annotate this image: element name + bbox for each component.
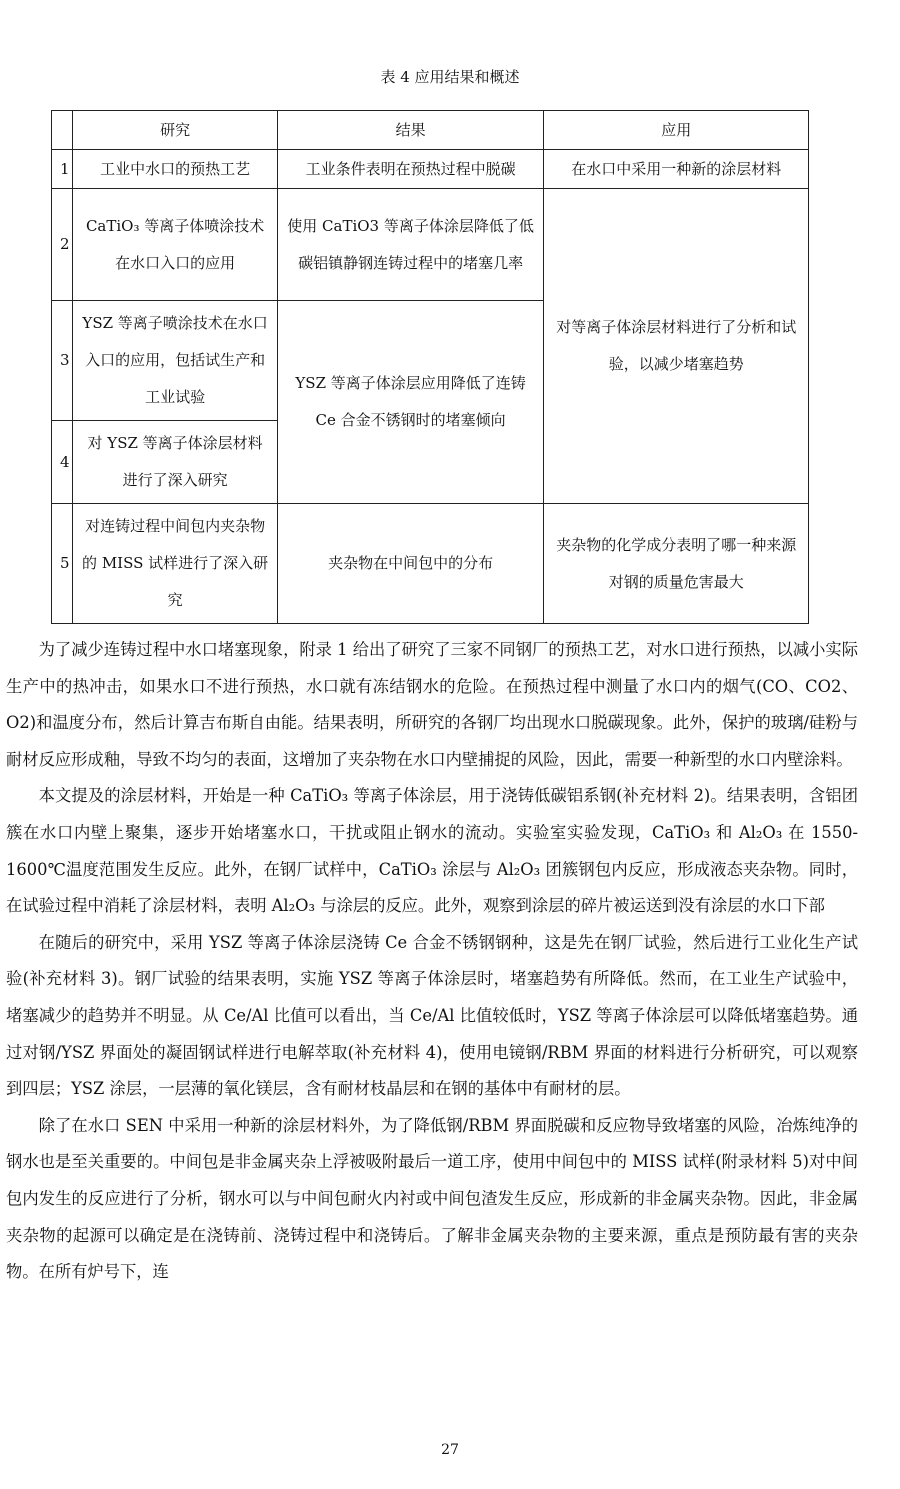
paragraph: 本文提及的涂层材料，开始是一种 CaTiO₃ 等离子体涂层，用于浇铸低碳铝系钢(补充材料 2)。结果表明，含铝团簇在水口内壁上聚集，逐步开始堵塞水口，干扰或阻止钢水的流动。实验室实验发现，CaTiO₃ 和 Al₂O₃ 在 1550-1600℃温度范围发生反应。此外，在钢厂试样中，CaTiO₃ 涂层与 Al₂O₃ 团簇钢包内反应，形成液态夹杂物。同时，在试验过程中消耗了涂层材料，表明 Al₂O₃ 与涂层的反应。此外，观察到涂层的碎片被运送到没有涂层的水口下部 [6,786,858,916]
row-result: 使用 CaTiO3 等离子体涂层降低了低碳铝镇静钢连铸过程中的堵塞几率 [277,189,544,301]
row-study: 对 YSZ 等离子体涂层材料进行了深入研究 [73,421,277,504]
table-header-row [52,111,809,150]
row-num: 2 [52,189,73,301]
header-num [52,111,73,150]
header-result: 结果 [277,111,544,150]
paragraph: 在随后的研究中，采用 YSZ 等离子体涂层浇铸 Ce 合金不锈钢钢种，这是先在钢厂试验，然后进行工业化生产试验(补充材料 3)。钢厂试验的结果表明，实施 YSZ 等离子体涂层时，堵塞趋势有所降低。然而，在工业生产试验中，堵塞减少的趋势并不明显。从 Ce/Al 比值可以看出，当 Ce/Al 比值较低时，YSZ 等离子体涂层可以降低堵塞趋势。通过对钢/YSZ 界面处的凝固钢试样进行电解萃取(补充材料 4)，使用电镜钢/RBM 界面的材料进行分析研究，可以观察到四层；YSZ 涂层，一层薄的氧化镁层，含有耐材枝晶层和在钢的基体中有耐材的层。 [6,932,858,1099]
merged-application-cell: 对等离子体涂层材料进行了分析和试验，以减少堵塞趋势 [544,189,809,504]
row-study: 对连铸过程中间包内夹杂物的 MISS 试样进行了深入研究 [73,504,277,624]
header-application: 应用 [544,111,809,150]
row-num: 5 [52,504,73,624]
results-table [51,110,809,624]
row-num: 3 [52,301,73,421]
row-application: 夹杂物的化学成分表明了哪一种来源对钢的质量危害最大 [544,504,809,624]
paragraph: 为了减少连铸过程中水口堵塞现象，附录 1 给出了研究了三家不同钢厂的预热工艺，对水口进行预热，以减小实际生产中的热冲击，如果水口不进行预热，水口就有冻结钢水的危险。在预热过程中测量了水口内的烟气(CO、CO2、O2)和温度分布，然后计算吉布斯自由能。结果表明，所研究的各钢厂均出现水口脱碳现象。此外，保护的玻璃/硅粉与耐材反应形成釉，导致不均匀的表面，这增加了夹杂物在水口内壁捕捉的风险，因此，需要一种新型的水口内壁涂料。 [6,640,858,769]
table-row [52,189,809,301]
paragraph: 除了在水口 SEN 中采用一种新的涂层材料外，为了降低钢/RBM 界面脱碳和反应物导致堵塞的风险，冶炼纯净的钢水也是至关重要的。中间包是非金属夹杂上浮被吸附最后一道工序，使用中间包中的 MISS 试样(附录材料 5)对中间包内发生的反应进行了分析，钢水可以与中间包耐火内衬或中间包渣发生反应，形成新的非金属夹杂物。因此，非金属夹杂物的起源可以确定是在浇铸前、浇铸过程中和浇铸后。了解非金属夹杂物的主要来源，重点是预防最有害的夹杂物。在所有炉号下，连 [6,1115,858,1282]
table-row [52,150,809,189]
row-study: 工业中水口的预热工艺 [73,150,277,189]
table-row [52,504,809,624]
page-number: 27 [441,1442,459,1458]
row-result: 工业条件表明在预热过程中脱碳 [277,150,544,189]
body-text [6,632,858,1291]
merged-result-cell: YSZ 等离子体涂层应用降低了连铸 Ce 合金不锈钢时的堵塞倾向 [277,301,544,504]
row-study: YSZ 等离子喷涂技术在水口入口的应用，包括试生产和工业试验 [73,301,277,421]
row-study: CaTiO₃ 等离子体喷涂技术在水口入口的应用 [73,189,277,301]
header-study: 研究 [73,111,277,150]
row-num: 4 [52,421,73,504]
row-application: 在水口中采用一种新的涂层材料 [544,150,809,189]
row-num: 1 [52,150,73,189]
row-result: 夹杂物在中间包中的分布 [277,504,544,624]
table-caption: 表 4 应用结果和概述 [380,68,520,86]
